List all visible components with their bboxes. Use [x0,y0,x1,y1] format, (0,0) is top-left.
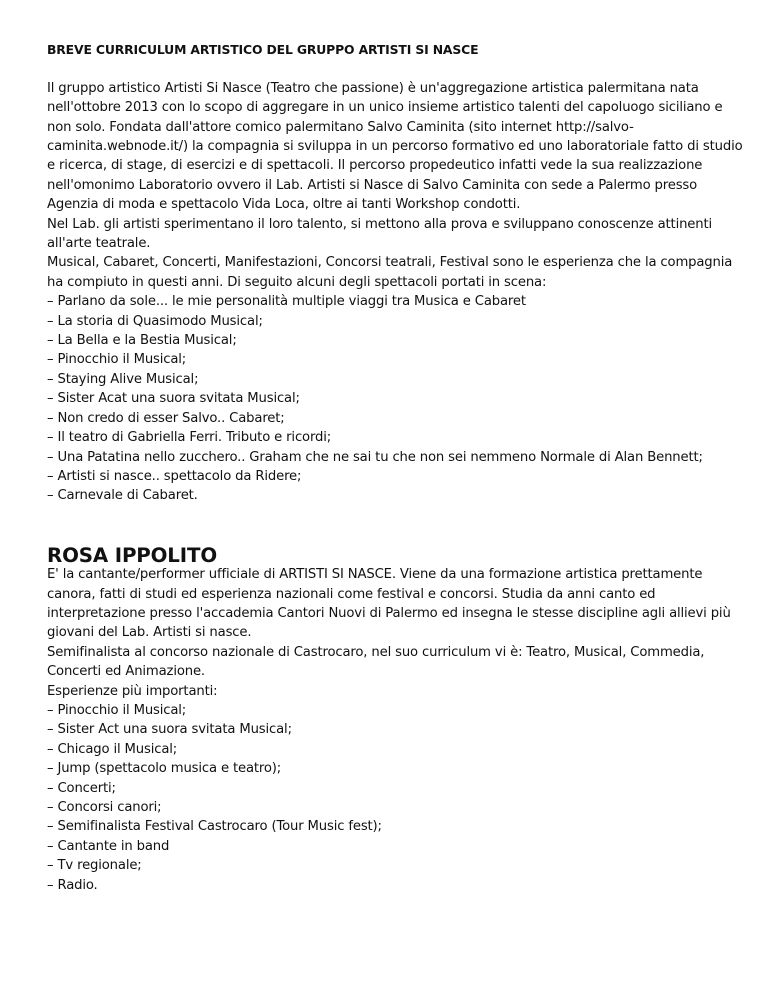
list-item: – Una Patatina nello zucchero.. Graham che ne sai tu che non sei nemmeno Normale di Alan Bennett; [47,449,703,465]
list-item: – Sister Act una suora svitata Musical; [47,722,292,738]
rosa-intro-paragraph: E' la cantante/performer ufficiale di ARTISTI SI NASCE. Viene da una formazione artistica prettamente canora, fatti di studi ed esperienza nazionali come festival e concorsi. Studia da anni canto ed interpretazione presso l'accademia Cantori Nuovi di Palermo ed insegna le stesse discipline agli allievi più giovani del Lab. Artisti si nasce. [47,567,731,641]
list-item: – Il teatro di Gabriella Ferri. Tributo e ricordi; [47,430,332,446]
list-item: – Pinocchio il Musical; [47,702,187,718]
shows-list [47,292,747,505]
spacer [47,59,747,78]
group-shows-paragraph: Musical, Cabaret, Concerti, Manifestazioni, Concorsi teatrali, Festival sono le esperienza che la compagnia ha compiuto in questi anni. Di seguito alcuni degli spettacoli portati in scena: [47,255,733,290]
section-title-rosa: ROSA IPPOLITO [47,543,217,567]
list-item: – Carnevale di Cabaret. [47,488,198,504]
list-item: – Pinocchio il Musical; [47,352,187,368]
list-item: – Tv regionale; [47,858,142,874]
list-item: – Artisti si nasce.. spettacolo da Ridere; [47,468,302,484]
list-item: – Non credo di esser Salvo.. Cabaret; [47,410,285,426]
list-item: – La Bella e la Bestia Musical; [47,333,237,349]
list-item: – Jump (spettacolo musica e teatro); [47,761,282,777]
list-item: – Concorsi canori; [47,800,162,816]
list-item: – Radio. [47,877,98,893]
document-page [47,40,747,895]
group-lab-paragraph: Nel Lab. gli artisti sperimentano il loro talento, si mettono alla prova e sviluppano conoscenze attinenti all'arte teatrale. [47,216,712,252]
spacer [47,506,747,546]
experiences-list [47,701,747,895]
section-title-group: BREVE CURRICULUM ARTISTICO DEL GRUPPO ARTISTI SI NASCE [47,42,479,57]
list-item: – Chicago il Musical; [47,741,178,757]
list-item: – Parlano da sole... le mie personalità multiple viaggi tra Musica e Cabaret [47,294,526,310]
rosa-experiences-label: Esperienze più importanti: [47,683,218,699]
list-item: – La storia di Quasimodo Musical; [47,313,263,329]
list-item: – Sister Acat una suora svitata Musical; [47,391,300,407]
list-item: – Staying Alive Musical; [47,371,199,387]
list-item: – Cantante in band [47,838,170,854]
list-item: – Semifinalista Festival Castrocaro (Tour Music fest); [47,819,382,835]
group-intro-paragraph: Il gruppo artistico Artisti Si Nasce (Teatro che passione) è un'aggregazione artistica palermitana nata nell'ottobre 2013 con lo scopo di aggregare in un unico insieme artistico talenti del capoluogo siciliano e non solo. Fondata dall'attore comico palermitano Salvo Caminita (sito internet http://salvo-caminita.webnode.it/) la compagnia si sviluppa in un percorso formativo ed uno laboratoriale fatto di studio e ricerca, di stage, di esercizi e di spettacoli. Il percorso propedeutico infatti vede la sua realizzazione nell'omonimo Laboratorio ovvero il Lab. Artisti si Nasce di Salvo Caminita con sede a Palermo presso Agenzia di moda e spettacolo Vida Loca, oltre ai tanti Workshop condotti. [47,80,743,213]
rosa-curriculum-paragraph: Semifinalista al concorso nazionale di Castrocaro, nel suo curriculum vi è: Teatro, Musical, Commedia, Concerti ed Animazione. [47,644,705,680]
list-item: – Concerti; [47,780,116,796]
